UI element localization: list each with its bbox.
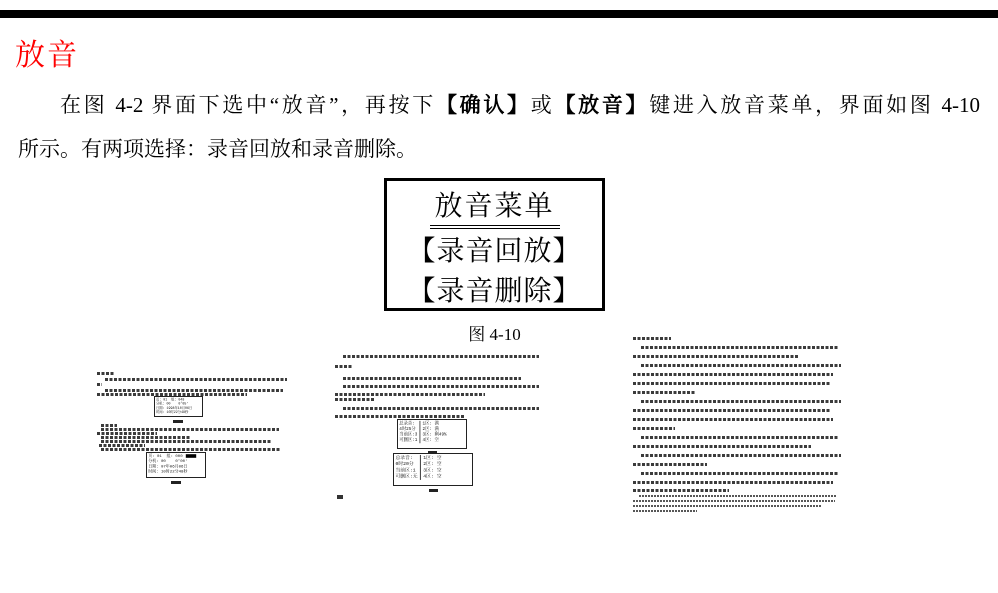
text-line	[97, 383, 102, 386]
text-line	[641, 472, 839, 475]
text-line	[101, 424, 117, 427]
text-line	[633, 500, 835, 502]
text-line	[343, 385, 539, 388]
menu-items	[387, 232, 602, 312]
text-line	[633, 382, 831, 385]
text-line	[105, 389, 283, 392]
text-line	[633, 481, 833, 484]
text-line	[335, 365, 353, 368]
body-text-segment: 或	[530, 93, 555, 117]
mini-caption	[171, 481, 181, 484]
text-line	[633, 489, 729, 492]
mini-screen-row: 页: 01 组: 000	[148, 454, 196, 459]
text-line	[343, 377, 521, 380]
text-line	[633, 427, 675, 430]
mini-screen-row: 可删区:1	[399, 438, 418, 443]
text-line	[343, 355, 539, 358]
text-line	[633, 463, 707, 466]
text-line	[633, 409, 831, 412]
body-text-segment: 键进入放音菜单，界面如图 4-10	[649, 93, 980, 117]
menu-title: 放音菜单	[434, 191, 555, 222]
mini-screen-row: 总录音:	[395, 455, 413, 461]
mini-screen-row: 4区: 空	[423, 474, 442, 480]
text-line	[101, 448, 281, 451]
text-line	[633, 418, 833, 421]
mini-screen-row: 2区: 空	[423, 461, 442, 467]
page-title: 放音	[15, 39, 79, 72]
playback-menu-figure	[384, 178, 605, 311]
mini-screen-row: 0时20分	[395, 461, 414, 467]
key-label: 【放音】	[554, 93, 650, 117]
text-line	[101, 428, 279, 431]
text-line	[641, 346, 839, 349]
text-line	[639, 495, 837, 497]
text-line	[335, 393, 485, 396]
figure-caption: 图 4-10	[468, 325, 521, 344]
text-line	[633, 337, 671, 340]
body-text-segment: 在图 4-2 界面下选中“放音”，再按下	[60, 93, 436, 117]
mini-screen-row: 日期: 07年06月06日	[148, 464, 188, 469]
menu-item: 【录音删除】	[407, 276, 582, 307]
mark	[337, 495, 343, 499]
mini-screen	[393, 453, 473, 486]
text-line	[633, 355, 799, 358]
text-line	[633, 391, 695, 394]
mini-screen-row: 2区: 满	[422, 426, 439, 432]
mini-screen-row: 总录音:	[399, 421, 415, 427]
mini-screen-row: 3区: 空	[423, 467, 442, 474]
mini-screen	[146, 452, 206, 478]
mini-screen-row: 3区: 剩49%	[422, 432, 447, 438]
text-line	[633, 373, 833, 376]
top-rule	[0, 10, 998, 18]
text-line	[343, 407, 539, 410]
highlight-block	[186, 454, 196, 458]
mini-screen-row: 1区: 满	[422, 421, 439, 427]
mini-screen-row: 当前区:3	[399, 432, 418, 438]
mini-screen	[154, 396, 203, 417]
mini-caption	[173, 420, 183, 423]
text-line	[641, 400, 841, 403]
mini-screen-row: 分机: 00 0°05′	[155, 402, 189, 406]
text-line	[105, 378, 287, 381]
body-paragraph	[18, 83, 980, 171]
text-line	[335, 398, 375, 401]
page-thumbnail-middle	[335, 352, 545, 502]
mini-screen	[397, 419, 467, 449]
mini-caption	[429, 489, 438, 492]
text-line	[641, 454, 841, 457]
text-line	[641, 364, 841, 367]
mini-screen-row: 页: 01 组: 048	[155, 397, 185, 402]
page-thumbnail-right	[633, 333, 843, 518]
text-line	[633, 445, 811, 448]
text-line	[633, 510, 697, 512]
text-line	[633, 505, 821, 507]
page-thumbnail-left	[97, 370, 289, 488]
text-line	[335, 415, 465, 418]
key-label: 【确认】	[435, 93, 531, 117]
mini-screen-row: 4时25分	[399, 426, 416, 432]
text-line	[99, 444, 145, 447]
menu-item: 【录音回放】	[407, 236, 582, 267]
menu-title-underline	[430, 225, 560, 229]
text-line	[641, 436, 839, 439]
text-line	[101, 436, 191, 439]
body-line-2: 所示。有两项选择：录音回放和录音删除。	[18, 137, 417, 161]
mini-screen-row: 1区: 空	[423, 455, 442, 461]
mini-screen-row: 可删区:无	[395, 474, 418, 480]
body-line-1	[18, 83, 980, 127]
mini-screen-row: 时间: 10时22分48秒	[155, 410, 189, 415]
text-line	[97, 372, 115, 375]
mini-screen-row: 日期: 1998年10月06日	[155, 406, 193, 411]
text-line	[97, 432, 157, 435]
text-line	[101, 440, 271, 443]
mini-screen-row: 分机: 00 0°00′	[148, 459, 188, 464]
mini-screen-row: 4区: 空	[422, 438, 439, 443]
mini-screen-row: 时间: 10时22分48秒	[148, 469, 188, 475]
mini-screen-row: 当前区:1	[395, 467, 416, 474]
